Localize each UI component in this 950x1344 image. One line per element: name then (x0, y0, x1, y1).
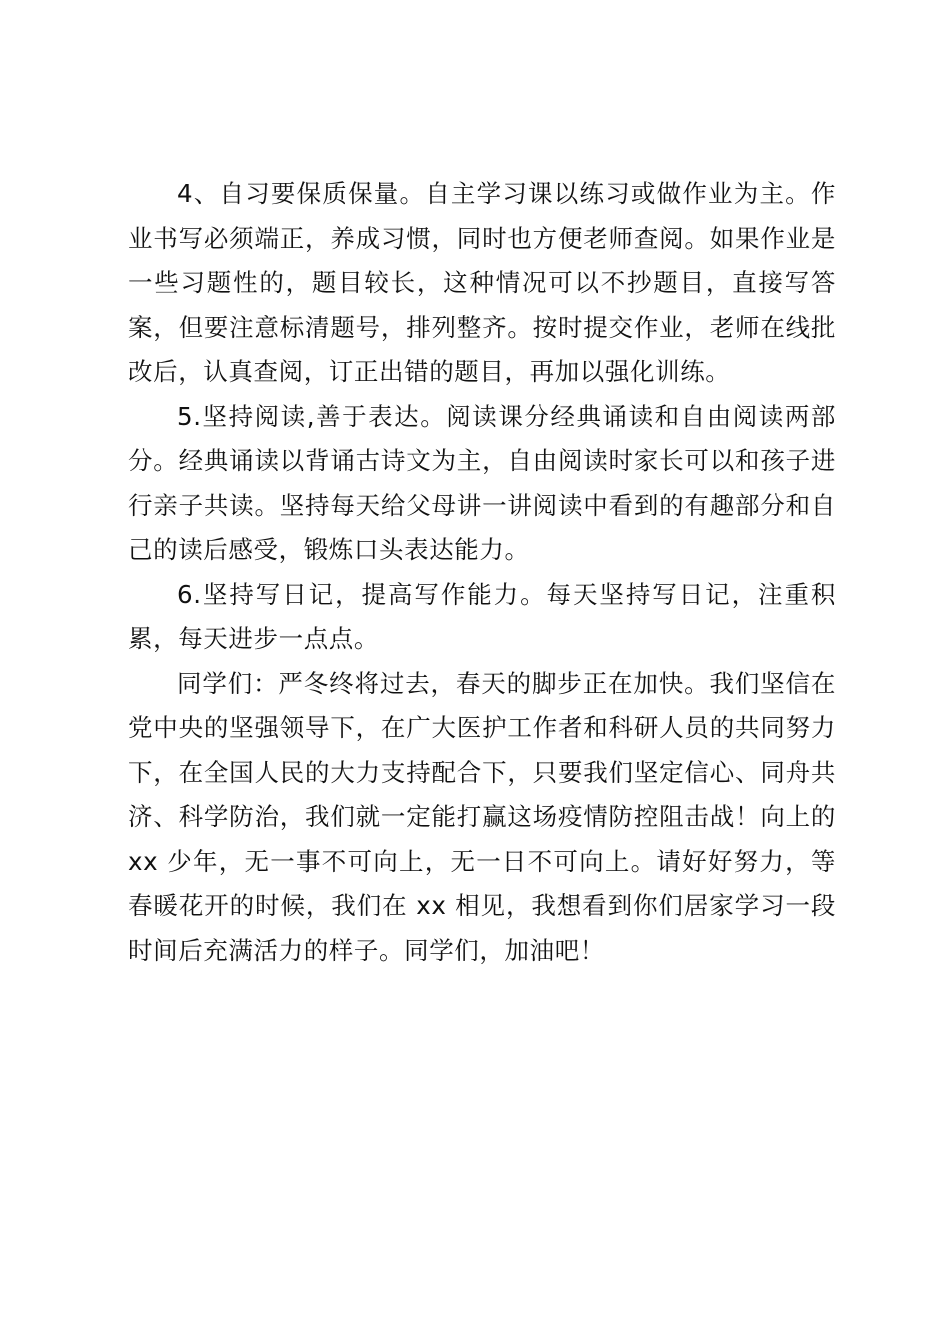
document-body (128, 172, 836, 973)
paragraph-reading: 5.坚持阅读,善于表达。阅读课分经典诵读和自由阅读两部分。经典诵读以背诵古诗文为主，自由阅读时家长可以和孩子进行亲子共读。坚持每天给父母讲一讲阅读中看到的有趣部分和自己的读后感受，锻炼口头表达能力。 (128, 401, 836, 564)
paragraph-diary: 6.坚持写日记，提高写作能力。每天坚持写日记，注重积累，每天进步一点点。 (128, 579, 836, 653)
paragraph-closing: 同学们：严冬终将过去，春天的脚步正在加快。我们坚信在党中央的坚强领导下，在广大医护工作者和科研人员的共同努力下，在全国人民的大力支持配合下，只要我们坚定信心、同舟共济、科学防治，我们就一定能打赢这场疫情防控阻击战！向上的 xx 少年，无一事不可向上，无一日不可向上。请好好努力，等春暖花开的时候，我们在 xx 相见，我想看到你们居家学习一段时间后充满活力的样子。同学们，加油吧！ (128, 668, 836, 965)
paragraph-homework: 4、自习要保质保量。自主学习课以练习或做作业为主。作业书写必须端正，养成习惯，同时也方便老师查阅。如果作业是一些习题性的，题目较长，这种情况可以不抄题目，直接写答案，但要注意标清题号，排列整齐。按时提交作业，老师在线批改后，认真查阅，订正出错的题目，再加以强化训练。 (128, 179, 836, 386)
